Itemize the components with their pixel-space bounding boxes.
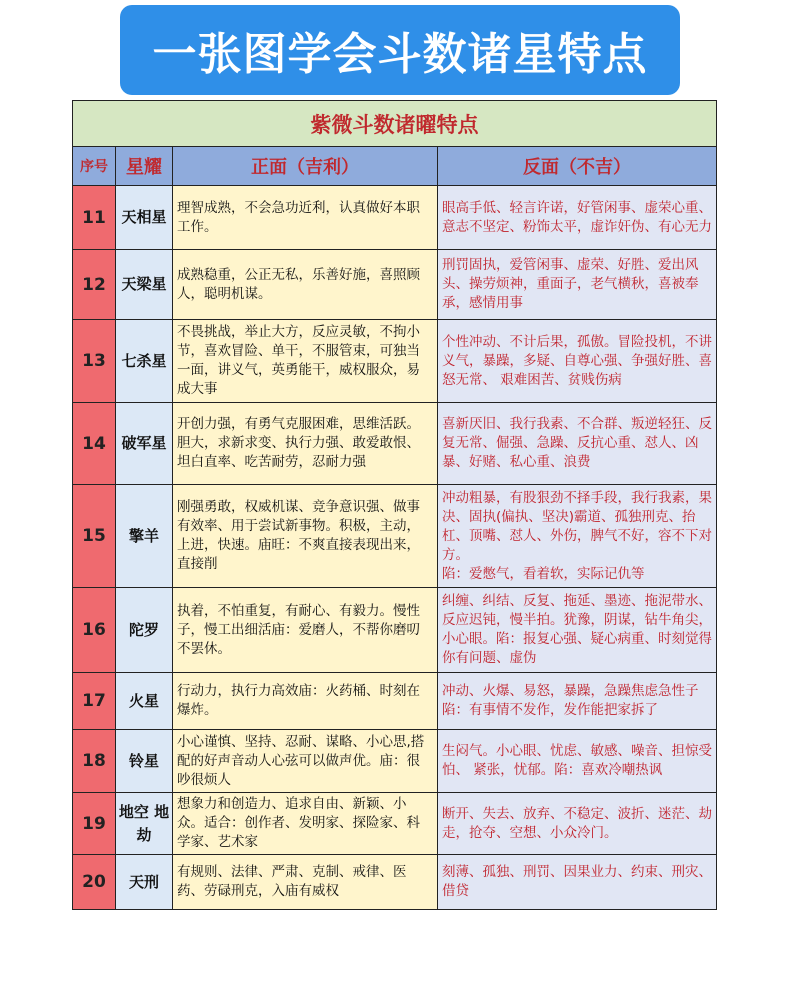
negative-line: 个性冲动、不计后果，孤傲。冒险投机，不讲义气，暴躁，多疑、自尊心强、争强好胜、喜怒无常、 艰难困苦、贫贱伤病: [442, 333, 712, 388]
star-name: 地空 地劫: [116, 793, 173, 855]
row-index: 18: [73, 730, 116, 793]
star-name: 擎羊: [116, 485, 173, 588]
positive-text: 执着，不怕重复，有耐心、有毅力。慢性子，慢工出细活庙：爱磨人，不帮你磨叨不罢休。: [173, 588, 438, 673]
table-row: [73, 730, 717, 793]
table-row: [73, 793, 717, 855]
positive-text: 小心谨慎、坚持、忍耐、谋略、小心思,搭配的好声音动人心弦可以做声优。庙：很吵很烦人: [173, 730, 438, 793]
table-row: [73, 320, 717, 403]
negative-line: 陷：有事情不发作，发作能把家拆了: [442, 702, 658, 718]
negative-text: [438, 730, 717, 793]
row-index: 12: [73, 250, 116, 320]
positive-text: 刚强勇敢，权威机谋、竞争意识强、做事有效率、用于尝试新事物。积极，主动，上进，快速。庙旺：不爽直接表现出来，直接削: [173, 485, 438, 588]
star-name: 七杀星: [116, 320, 173, 403]
row-index: 14: [73, 403, 116, 485]
negative-text: [438, 793, 717, 855]
table-row: [73, 855, 717, 910]
negative-line: 断开、失去、放弃、不稳定、波折、迷茫、劫走，抢夺、空想、小众冷门。: [442, 805, 712, 841]
star-name: 铃星: [116, 730, 173, 793]
table-row: [73, 485, 717, 588]
positive-text: 开创力强，有勇气克服困难，思维活跃。胆大，求新求变、执行力强、敢爱敢恨、坦白直率、吃苦耐劳，忍耐力强: [173, 403, 438, 485]
star-name: 陀罗: [116, 588, 173, 673]
negative-text: [438, 855, 717, 910]
negative-text: [438, 250, 717, 320]
header-positive: 正面（吉利）: [173, 147, 438, 186]
row-index: 19: [73, 793, 116, 855]
star-name: 天刑: [116, 855, 173, 910]
row-index: 13: [73, 320, 116, 403]
header-negative: 反面（不吉）: [438, 147, 717, 186]
negative-text: [438, 673, 717, 730]
positive-text: 有规则、法律、严肃、克制、戒律、医药、劳碌刑克，入庙有威权: [173, 855, 438, 910]
positive-text: 行动力，执行力高效庙：火药桶、时刻在爆炸。: [173, 673, 438, 730]
row-index: 11: [73, 186, 116, 250]
row-index: 17: [73, 673, 116, 730]
positive-text: 不畏挑战，举止大方，反应灵敏，不拘小节，喜欢冒险、单干，不服管束，可独当一面，讲义气，英勇能干，威权服众，易成大事: [173, 320, 438, 403]
star-name: 火星: [116, 673, 173, 730]
negative-text: [438, 403, 717, 485]
negative-line: 纠缠、纠结、反复、拖延、墨迹、拖泥带水、反应迟钝，慢半拍。犹豫，阴谋，钻牛角尖，小心眼。陷：报复心强、疑心病重、时刻觉得你有问题、虚伪: [442, 593, 712, 666]
negative-line: 眼高手低、轻言许诺，好管闲事、虚荣心重、意志不坚定、粉饰太平，虚诈奸伪、有心无力: [442, 199, 712, 235]
negative-line: 刑罚固执，爱管闲事、虚荣、好胜、爱出风头、操劳烦神，重面子，老气横秋，喜被奉承，感情用事: [442, 257, 699, 311]
table-row: [73, 403, 717, 485]
negative-line: 喜新厌旧、我行我素、不合群、叛逆轻狂、反复无常、倔强、急躁、反抗心重、怼人、凶暴、好赌、私心重、浪费: [442, 416, 712, 470]
negative-line: 刻薄、孤独、刑罚、因果业力、约束、刑灾、借贷: [442, 864, 712, 899]
header-index: 序号: [73, 147, 116, 186]
banner-title: 一张图学会斗数诸星特点: [120, 5, 680, 95]
negative-text: [438, 320, 717, 403]
negative-text: [438, 588, 717, 673]
negative-text: [438, 186, 717, 250]
table-row: [73, 588, 717, 673]
row-index: 15: [73, 485, 116, 588]
table-row: [73, 673, 717, 730]
star-name: 天相星: [116, 186, 173, 250]
table-row: [73, 250, 717, 320]
positive-text: 想象力和创造力、追求自由、新颖、小众。适合：创作者、发明家、探险家、科学家、艺术家: [173, 793, 438, 855]
table-title: 紫微斗数诸曜特点: [73, 101, 717, 147]
table-row: [73, 186, 717, 250]
positive-text: 成熟稳重，公正无私，乐善好施，喜照顾人，聪明机谋。: [173, 250, 438, 320]
positive-text: 理智成熟，不会急功近利，认真做好本职工作。: [173, 186, 438, 250]
stars-table: [72, 100, 717, 910]
negative-line: 生闷气。小心眼、忧虑、敏感、噪音、担惊受怕、 紧张，忧郁。陷：喜欢冷嘲热讽: [442, 743, 712, 778]
row-index: 16: [73, 588, 116, 673]
star-name: 破军星: [116, 403, 173, 485]
negative-line: 冲动粗暴，有股狠劲不择手段，我行我素，果决、固执(偏执、坚决)霸道、孤独刑克、抬杠、顶嘴、怼人、外伤，脾气不好，容不下对方。: [442, 489, 712, 563]
negative-line: 陷：爱憋气，看着软，实际记仇等: [442, 565, 645, 582]
star-name: 天梁星: [116, 250, 173, 320]
row-index: 20: [73, 855, 116, 910]
header-star: 星耀: [116, 147, 173, 186]
negative-line: 冲动、火爆、易怒，暴躁，急躁焦虑急性子: [442, 683, 699, 699]
negative-text: [438, 485, 717, 588]
